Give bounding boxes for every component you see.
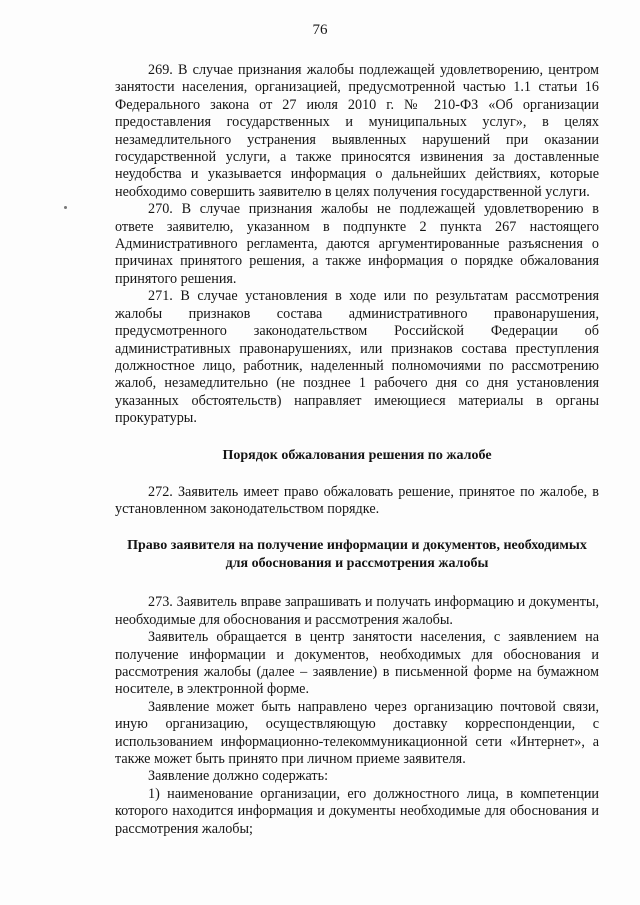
paragraph-application-contents-intro: Заявление должно содержать: xyxy=(148,768,329,785)
paragraph-269: 269. В случае признания жалобы подлежащей удовлетворению, центром занятости населения, организацией, предусмотренной частью 1.1 статьи 16 Федерального закона от 27 июля 2010 г. № 210-ФЗ «Об организации предоставления государственных и муниципальных услуг», в целях незамедлительного устранения выявленных нарушений при оказании государственной услуги, а также приносятся извинения за доставленные неудобства и указывается информация о дальнейших действиях, которые необходимо совершить заявителю в целях получения государственной услуги. xyxy=(115,62,599,200)
paragraph-272: 272. Заявитель имеет право обжаловать решение, принятое по жалобе, в установленном законодательством порядке. xyxy=(115,483,599,517)
paragraph-application-submission: Заявитель обращается в центр занятости населения, с заявлением на получение информации и документов, необходимых для обоснования и рассмотрения жалобы (далее – заявление) в письменной форме на бумажном носителе, в электронной форме. xyxy=(115,629,599,698)
paragraph-application-delivery: Заявление может быть направлено через организацию почтовой связи, иную организацию, осуществляющую доставку корреспонденции, с использованием информационно-телекоммуникационной сети «Интернет», а также может быть принято при личном приеме заявителя. xyxy=(115,698,599,767)
scan-speck xyxy=(64,206,67,209)
section-heading-right-to-information: Право заявителя на получение информации и документов, необходимых для обоснования и рассмотрения жалобы xyxy=(127,538,587,572)
section-heading-appeal-procedure: Порядок обжалования решения по жалобе xyxy=(222,447,492,463)
page-number: 76 xyxy=(312,22,328,38)
list-item-1: 1) наименование организации, его должностного лица, в компетенции которого находится информация и документы необходимые для обоснования и рассмотрения жалобы; xyxy=(115,785,599,837)
paragraph-270: 270. В случае признания жалобы не подлежащей удовлетворению в ответе заявителю, указанном в подпункте 2 пункта 267 настоящего Административного регламента, даются аргументированные разъяснения о причинах принятого решения, а также информация о порядке обжалования принятого решения. xyxy=(115,201,599,287)
paragraph-273: 273. Заявитель вправе запрашивать и получать информацию и документы, необходимые для обоснования и рассмотрения жалобы. xyxy=(115,594,599,628)
document-body xyxy=(115,62,599,838)
paragraph-271: 271. В случае установления в ходе или по результатам рассмотрения жалобы признаков состава административного правонарушения, предусмотренного законодательством Российской Федерации об административных правонарушениях, или признаков состава преступления должностное лицо, работник, наделенный полномочиями по рассмотрению жалоб, незамедлительно (не позднее 1 рабочего дня со дня установления указанных обстоятельств) направляет имеющиеся материалы в органы прокуратуры. xyxy=(115,288,599,427)
